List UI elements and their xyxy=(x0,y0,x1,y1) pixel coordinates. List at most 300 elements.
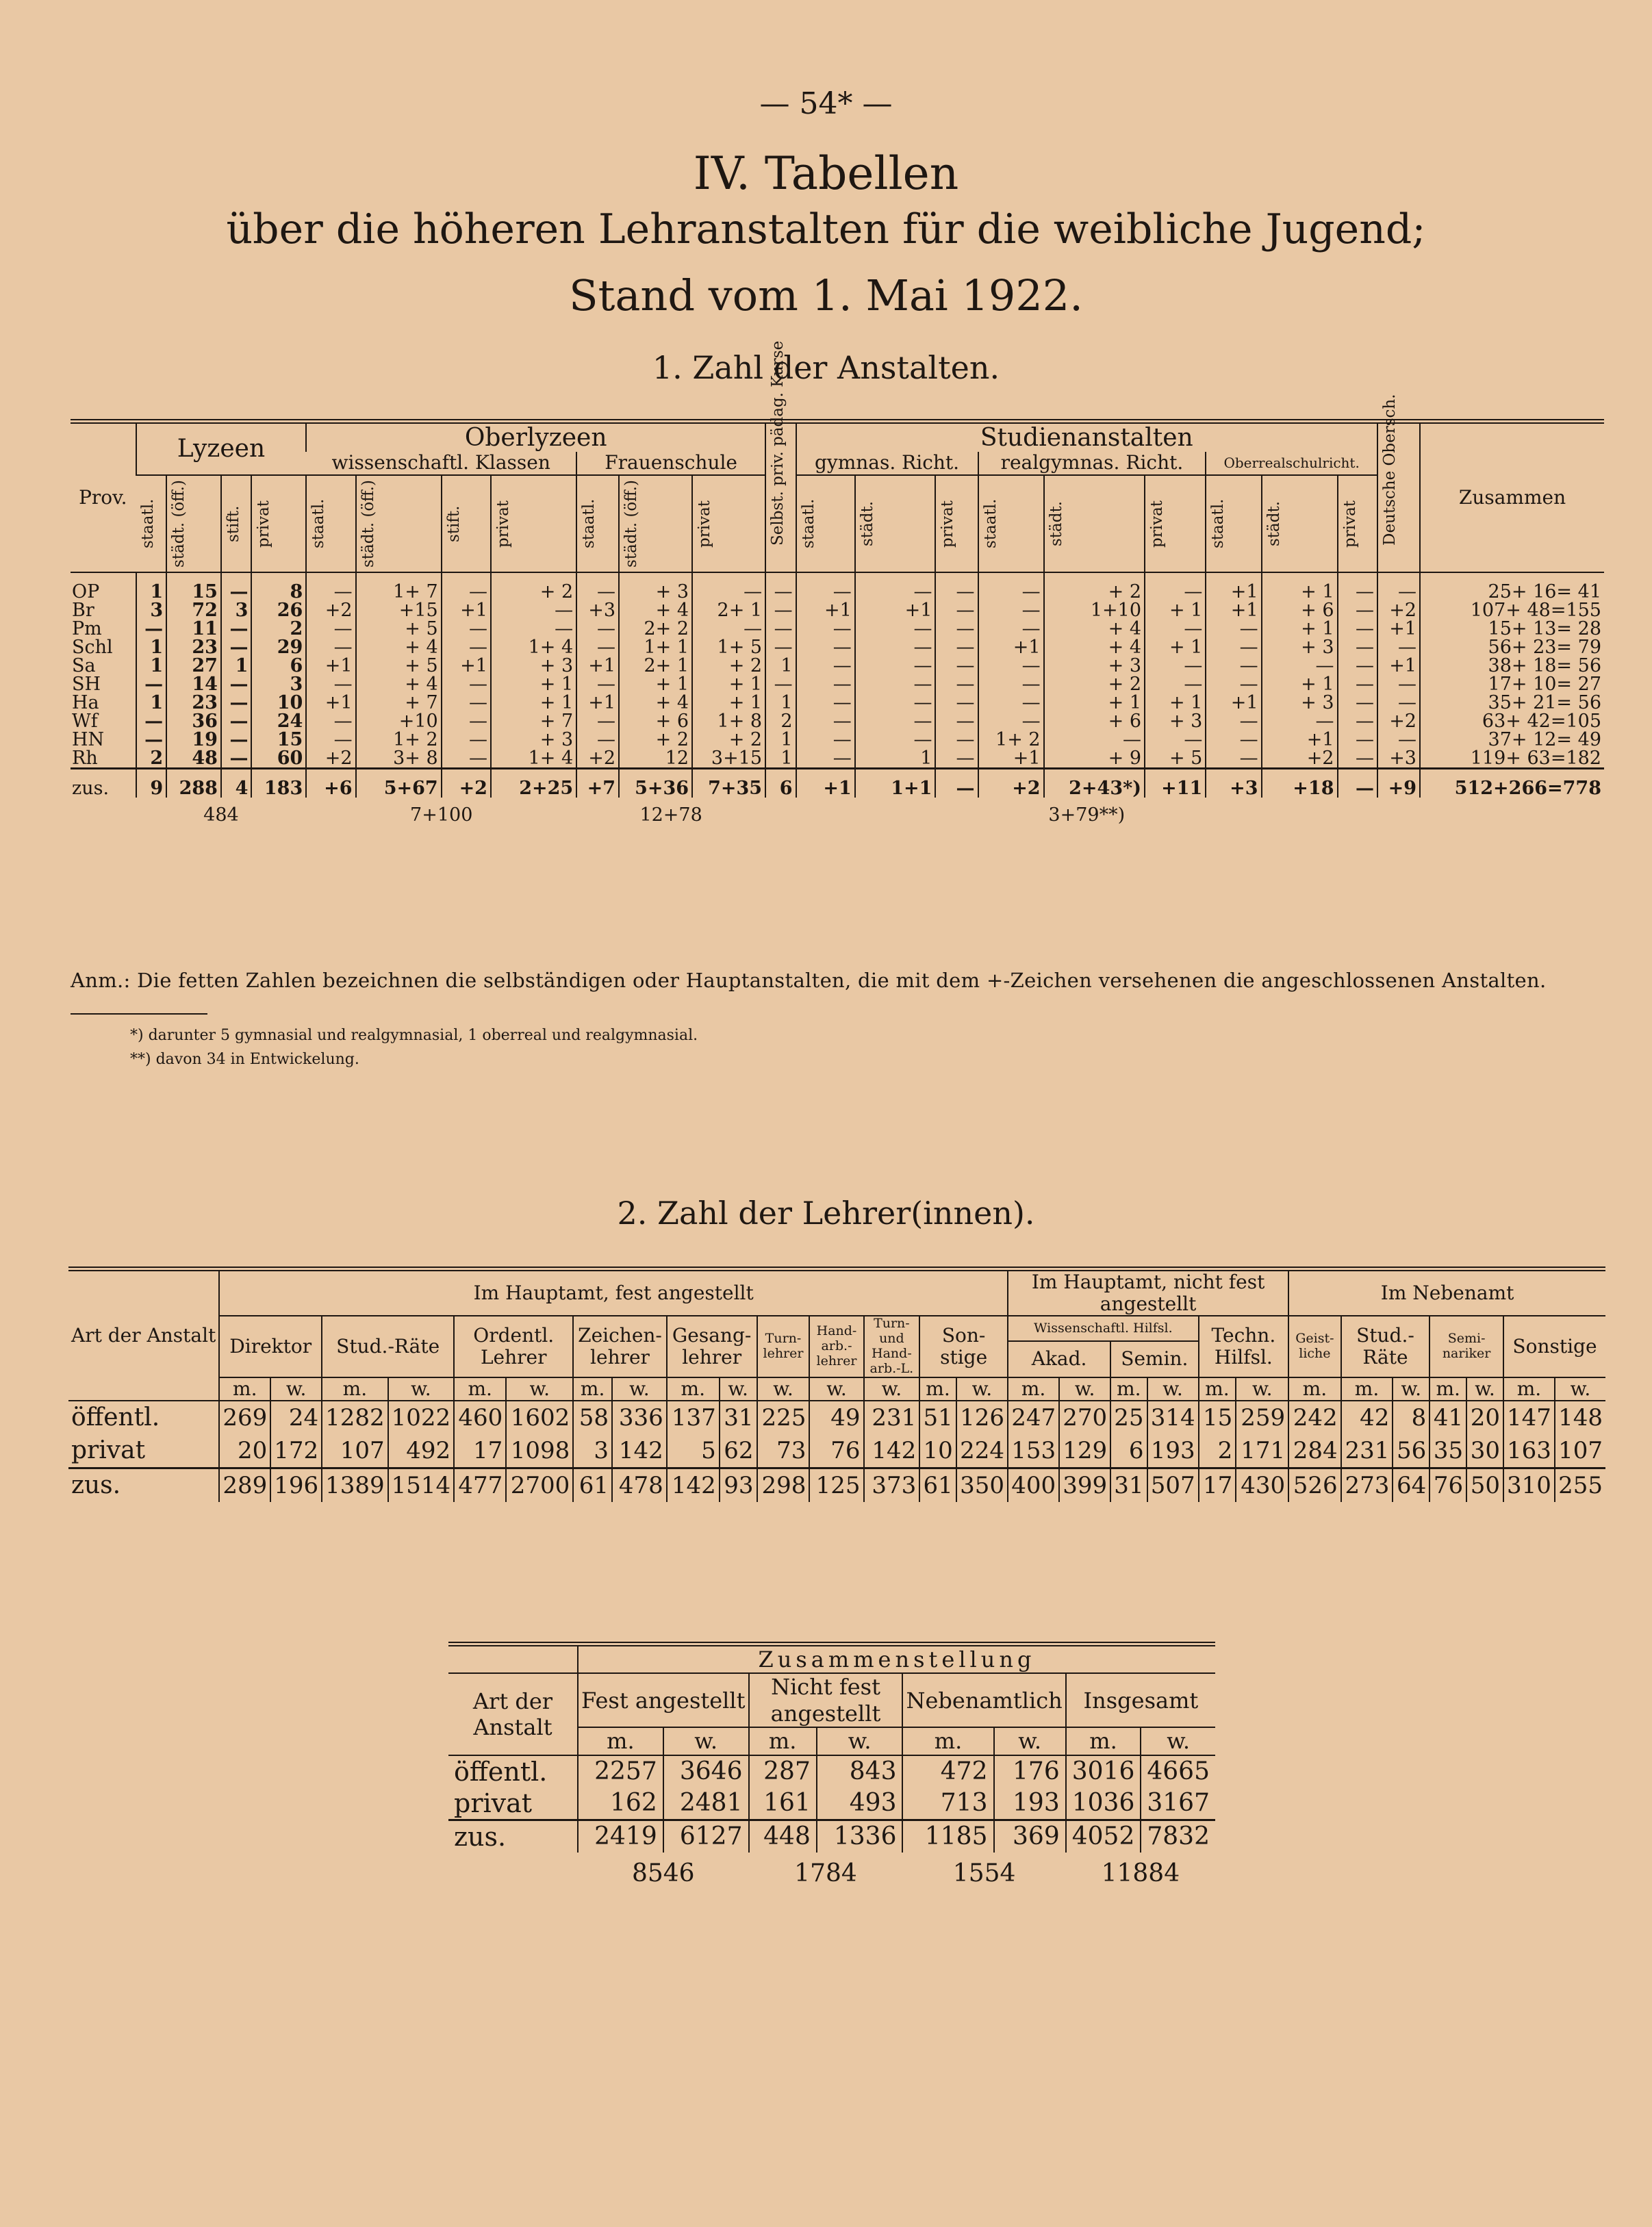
data-cell: 31 xyxy=(720,1401,757,1434)
male-header: m. xyxy=(1199,1377,1236,1401)
data-cell: + 1 xyxy=(692,693,765,712)
data-cell: 36 xyxy=(166,712,221,730)
data-cell: 3646 xyxy=(663,1755,749,1787)
sum-cell: 1514 xyxy=(388,1468,455,1502)
col-privat: privat xyxy=(696,500,714,548)
female-header: w. xyxy=(757,1377,810,1401)
data-cell: 3 xyxy=(136,601,167,620)
female-header: w. xyxy=(994,1727,1066,1755)
data-cell: — xyxy=(935,730,978,749)
sum-cell: 399 xyxy=(1059,1468,1110,1502)
data-cell: + 2 xyxy=(1044,572,1145,601)
sum-cell: 4 xyxy=(221,768,252,798)
studraete-header: Stud.-Räte xyxy=(322,1316,454,1377)
data-cell: 8 xyxy=(1393,1401,1429,1434)
data-cell: 19 xyxy=(166,730,221,749)
table-row xyxy=(71,675,1604,693)
sum-cell: 512+266=778 xyxy=(1420,768,1604,798)
teachers-table xyxy=(68,1267,1605,1502)
data-cell: 1+ 4 xyxy=(491,749,576,769)
table-row xyxy=(71,572,1604,601)
sum-cell: 2700 xyxy=(506,1468,573,1502)
sum-cell: 2419 xyxy=(578,1820,663,1853)
data-cell: 1602 xyxy=(506,1401,573,1434)
data-cell: — xyxy=(1338,693,1377,712)
male-header: m. xyxy=(1066,1727,1141,1755)
data-cell: + 4 xyxy=(619,693,692,712)
sum-cell: 350 xyxy=(956,1468,1008,1502)
table-row xyxy=(68,1434,1605,1468)
data-cell: 20 xyxy=(219,1434,270,1468)
data-cell: — xyxy=(221,638,252,657)
data-cell: + 6 xyxy=(619,712,692,730)
female-header: w. xyxy=(1059,1377,1110,1401)
data-cell: — xyxy=(855,572,936,601)
data-cell: + 1 xyxy=(1262,572,1338,601)
realgymn-richt-header: realgymnas. Richt. xyxy=(978,452,1206,474)
data-cell: — xyxy=(306,638,355,657)
sum-cell: +2 xyxy=(442,768,491,798)
data-cell: 843 xyxy=(817,1755,903,1787)
teachers-table-body xyxy=(68,1401,1605,1502)
data-cell: 3+15 xyxy=(692,749,765,769)
sum-cell: 6 xyxy=(765,768,796,798)
data-cell: — xyxy=(306,712,355,730)
data-cell: — xyxy=(1145,657,1206,675)
col-staatl: staatl. xyxy=(138,498,157,548)
sum-cell: 369 xyxy=(994,1820,1066,1853)
data-cell: 1+10 xyxy=(1044,601,1145,620)
female-header: w. xyxy=(956,1377,1008,1401)
data-cell: 142 xyxy=(864,1434,920,1468)
data-cell: 2+ 1 xyxy=(692,601,765,620)
lyzeen-header: Lyzeen xyxy=(136,422,307,475)
art-header: Art der Anstalt xyxy=(68,1269,219,1401)
table-row xyxy=(68,1401,1605,1434)
data-cell: — xyxy=(935,572,978,601)
data-cell: — xyxy=(978,620,1044,638)
sum-cell: 7+35 xyxy=(692,768,765,798)
art-header: Art der Anstalt xyxy=(448,1673,578,1755)
data-cell: 35 xyxy=(1429,1434,1466,1468)
sum-cell: +2 xyxy=(978,768,1044,798)
prov-cell: Rh xyxy=(72,747,98,769)
data-cell: 56 xyxy=(1393,1434,1429,1468)
data-cell: 107 xyxy=(322,1434,388,1468)
sum-row xyxy=(71,768,1604,798)
col-staatl: staatl. xyxy=(981,498,1000,548)
sum-cell: 183 xyxy=(251,768,306,798)
sum-label: zus. xyxy=(448,1820,578,1853)
sum-cell: 255 xyxy=(1555,1468,1605,1502)
data-cell: — xyxy=(796,572,855,601)
data-cell: 231 xyxy=(864,1401,920,1434)
wiss-total: 7+100 xyxy=(410,804,473,826)
table-row xyxy=(71,749,1604,769)
row-label: öffentl. xyxy=(454,1756,548,1787)
sum-cell: +18 xyxy=(1262,768,1338,798)
data-cell: 8 xyxy=(251,572,306,601)
col-staatl: staatl. xyxy=(799,498,817,548)
sum-cell: 7832 xyxy=(1141,1820,1215,1853)
data-cell: — xyxy=(935,620,978,638)
data-cell: — xyxy=(1338,730,1377,749)
spacer-cell xyxy=(448,1853,578,1889)
sum-cell: 93 xyxy=(720,1468,757,1502)
data-cell: — xyxy=(221,730,252,749)
data-cell: 231 xyxy=(1341,1434,1393,1468)
data-cell: 2257 xyxy=(578,1755,663,1787)
male-header: m. xyxy=(573,1377,612,1401)
sum-cell: 4052 xyxy=(1066,1820,1141,1853)
data-cell: 472 xyxy=(902,1755,993,1787)
data-cell: 56+ 23= 79 xyxy=(1420,638,1604,657)
sum-cell: +1 xyxy=(796,768,855,798)
data-cell: — xyxy=(306,730,355,749)
sum-cell: — xyxy=(935,768,978,798)
data-cell: 107+ 48=155 xyxy=(1420,601,1604,620)
data-cell: — xyxy=(491,620,576,638)
sum-cell: 6127 xyxy=(663,1820,749,1853)
sum-cell: +9 xyxy=(1377,768,1420,798)
data-cell: + 3 xyxy=(1262,693,1338,712)
data-cell: 1+ 4 xyxy=(491,638,576,657)
sum-cell: 9 xyxy=(136,768,167,798)
sum-cell: 17 xyxy=(1199,1468,1236,1502)
data-cell: — xyxy=(221,693,252,712)
data-cell: 270 xyxy=(1059,1401,1110,1434)
table-row xyxy=(448,1787,1215,1820)
row-label: privat xyxy=(454,1787,533,1818)
data-cell: 1 xyxy=(765,657,796,675)
table-row xyxy=(71,730,1604,749)
sum-cell: 1336 xyxy=(817,1820,903,1853)
sum-cell: 142 xyxy=(667,1468,720,1502)
sum-cell: — xyxy=(1338,768,1377,798)
data-cell: + 4 xyxy=(1044,638,1145,657)
data-cell: + 7 xyxy=(356,693,442,712)
data-cell: +1 xyxy=(442,601,491,620)
sum-cell: 50 xyxy=(1466,1468,1503,1502)
data-cell: — xyxy=(221,675,252,693)
prov-cell: SH xyxy=(72,673,101,695)
nebenamtlich-header: Nebenamtlich xyxy=(902,1673,1065,1727)
data-cell: — xyxy=(1377,675,1420,693)
data-cell: — xyxy=(796,749,855,769)
sum-cell: 310 xyxy=(1503,1468,1555,1502)
data-cell: — xyxy=(1338,675,1377,693)
data-cell: 25+ 16= 41 xyxy=(1420,572,1604,601)
grand-total-cell: 1554 xyxy=(952,1859,1016,1887)
sum-cell: 196 xyxy=(270,1468,322,1502)
data-cell: — xyxy=(1338,638,1377,657)
deutsche-oberschule-header: Deutsche Obersch. xyxy=(1380,394,1399,546)
data-cell: 20 xyxy=(1466,1401,1503,1434)
data-cell: 23 xyxy=(166,638,221,657)
sum-cell: 298 xyxy=(757,1468,810,1502)
data-cell: 161 xyxy=(749,1787,817,1820)
data-cell: — xyxy=(442,749,491,769)
data-cell: — xyxy=(221,572,252,601)
studienanstalten-header: Studienanstalten xyxy=(796,422,1377,453)
data-cell: — xyxy=(442,730,491,749)
data-cell: — xyxy=(1338,601,1377,620)
data-cell: 193 xyxy=(1147,1434,1199,1468)
ordentl-lehrer-header: Ordentl. Lehrer xyxy=(454,1316,573,1377)
data-cell: + 7 xyxy=(491,712,576,730)
gymn-richt-header: gymnas. Richt. xyxy=(796,452,978,474)
data-cell: 15 xyxy=(251,730,306,749)
data-cell: 176 xyxy=(994,1755,1066,1787)
data-cell: +1 xyxy=(576,693,619,712)
data-cell: 1098 xyxy=(506,1434,573,1468)
female-header: w. xyxy=(1393,1377,1429,1401)
data-cell: + 1 xyxy=(1262,675,1338,693)
data-cell: — xyxy=(765,675,796,693)
data-cell: +2 xyxy=(1377,712,1420,730)
footnote-1: *) darunter 5 gymnasial und realgymnasial, 1 oberreal und realgymnasial. xyxy=(130,1027,698,1044)
data-cell: — xyxy=(796,675,855,693)
data-cell: 38+ 18= 56 xyxy=(1420,657,1604,675)
data-cell: — xyxy=(796,730,855,749)
male-header: m. xyxy=(1110,1377,1147,1401)
data-cell: 1 xyxy=(136,638,167,657)
female-header: w. xyxy=(864,1377,920,1401)
sum-cell: 1185 xyxy=(902,1820,993,1853)
data-cell: 10 xyxy=(251,693,306,712)
data-cell: + 3 xyxy=(491,730,576,749)
prov-cell: Br xyxy=(72,599,94,621)
col-staedt-oeff: städt. (öff.) xyxy=(170,479,188,568)
fest-header: Fest angestellt xyxy=(578,1673,749,1727)
sum-cell: 507 xyxy=(1147,1468,1199,1502)
seminariker-header: Semi-nariker xyxy=(1429,1316,1503,1377)
data-cell: — xyxy=(855,712,936,730)
institutions-table-body xyxy=(71,572,1604,837)
prov-cell: Ha xyxy=(72,691,99,713)
row-label: privat xyxy=(71,1436,146,1464)
female-header: w. xyxy=(720,1377,757,1401)
data-cell: 1+ 5 xyxy=(692,638,765,657)
sum-cell: 2+43*) xyxy=(1044,768,1145,798)
data-cell: + 2 xyxy=(692,730,765,749)
data-cell: 23 xyxy=(166,693,221,712)
sum-cell: 76 xyxy=(1429,1468,1466,1502)
data-cell: 1 xyxy=(136,693,167,712)
male-header: m. xyxy=(902,1727,993,1755)
data-cell: 12 xyxy=(619,749,692,769)
sum-cell: 478 xyxy=(612,1468,667,1502)
data-cell: + 1 xyxy=(1145,693,1206,712)
data-cell: — xyxy=(765,638,796,657)
sum-cell: 448 xyxy=(749,1820,817,1853)
data-cell: 63+ 42=105 xyxy=(1420,712,1604,730)
wiss-klassen-header: wissenschaftl. Klassen xyxy=(306,452,576,474)
data-cell: — xyxy=(221,620,252,638)
data-cell: — xyxy=(796,657,855,675)
data-cell: 60 xyxy=(251,749,306,769)
akad-header: Akad. xyxy=(1008,1341,1110,1377)
data-cell: 73 xyxy=(757,1434,810,1468)
data-cell: — xyxy=(576,620,619,638)
sum-cell: 400 xyxy=(1008,1468,1059,1502)
data-cell: — xyxy=(1338,657,1377,675)
zusammenstellung-header: Zusammenstellung xyxy=(578,1644,1215,1674)
data-cell: + 4 xyxy=(356,675,442,693)
data-cell: 2 xyxy=(136,749,167,769)
col-staedt-oeff: städt. (öff.) xyxy=(359,479,377,568)
data-cell: — xyxy=(1338,749,1377,769)
mw-header-row xyxy=(68,1377,1605,1401)
sum-label: zus. xyxy=(68,1468,219,1502)
data-cell: 3+ 8 xyxy=(356,749,442,769)
prov-cell: Wf xyxy=(72,710,98,732)
data-cell: — xyxy=(935,675,978,693)
data-cell: — xyxy=(221,749,252,769)
sum-cell: 526 xyxy=(1288,1468,1341,1502)
data-cell: — xyxy=(1338,620,1377,638)
data-cell: 1+ 8 xyxy=(692,712,765,730)
nebenamt-header: Im Nebenamt xyxy=(1288,1269,1605,1316)
title-line-3: Stand vom 1. Mai 1922. xyxy=(569,270,1083,320)
data-cell: 3167 xyxy=(1141,1787,1215,1820)
techn-hilfsl-header: Techn. Hilfsl. xyxy=(1199,1316,1289,1377)
sum-cell: 1+1 xyxy=(855,768,936,798)
female-header: w. xyxy=(388,1377,455,1401)
data-cell: +2 xyxy=(1377,601,1420,620)
data-cell: 247 xyxy=(1008,1401,1059,1434)
haupt-fest-header: Im Hauptamt, fest angestellt xyxy=(219,1269,1008,1316)
female-header: w. xyxy=(817,1727,903,1755)
data-cell: — xyxy=(576,712,619,730)
data-cell: 24 xyxy=(251,712,306,730)
data-cell: +1 xyxy=(306,657,355,675)
data-cell: — xyxy=(576,638,619,657)
data-cell: 3 xyxy=(573,1434,612,1468)
data-cell: + 3 xyxy=(1262,638,1338,657)
data-cell: — xyxy=(855,620,936,638)
data-cell: — xyxy=(1377,730,1420,749)
data-cell: — xyxy=(1145,675,1206,693)
data-cell: 2+ 1 xyxy=(619,657,692,675)
data-cell: — xyxy=(1377,638,1420,657)
sum-cell: 61 xyxy=(919,1468,956,1502)
prov-cell: HN xyxy=(72,728,105,750)
male-header: m. xyxy=(1429,1377,1466,1401)
data-cell: — xyxy=(978,572,1044,601)
table-row xyxy=(71,712,1604,730)
female-header: w. xyxy=(1147,1377,1199,1401)
data-cell: + 9 xyxy=(1044,749,1145,769)
sum-row xyxy=(448,1820,1215,1853)
data-cell: — xyxy=(1262,657,1338,675)
col-privat: privat xyxy=(939,500,957,548)
geistliche-header: Geist-liche xyxy=(1288,1316,1341,1377)
sum-cell: 31 xyxy=(1110,1468,1147,1502)
data-cell: 1+ 1 xyxy=(619,638,692,657)
turnlehrer-header: Turn-lehrer xyxy=(757,1316,810,1377)
data-cell: 2 xyxy=(765,712,796,730)
data-cell: + 1 xyxy=(1262,620,1338,638)
data-cell: 129 xyxy=(1059,1434,1110,1468)
title-line-2: über die höheren Lehranstalten für die weibliche Jugend; xyxy=(226,205,1426,253)
data-cell: 1022 xyxy=(388,1401,455,1434)
male-header: m. xyxy=(219,1377,270,1401)
male-header: m. xyxy=(667,1377,720,1401)
data-cell: — xyxy=(692,572,765,601)
data-cell: +1 xyxy=(1377,620,1420,638)
data-cell: 3016 xyxy=(1066,1755,1141,1787)
data-cell: 1 xyxy=(136,572,167,601)
table-row xyxy=(71,601,1604,620)
data-cell: + 4 xyxy=(1044,620,1145,638)
data-cell: 148 xyxy=(1555,1401,1605,1434)
semin-header: Semin. xyxy=(1110,1341,1198,1377)
data-cell: + 3 xyxy=(619,572,692,601)
grand-total-cell: 8546 xyxy=(631,1859,695,1887)
data-cell: — xyxy=(442,675,491,693)
data-cell: 119+ 63=182 xyxy=(1420,749,1604,769)
data-cell: 1 xyxy=(765,749,796,769)
data-cell: — xyxy=(1206,638,1261,657)
data-cell: +1 xyxy=(1206,601,1261,620)
data-cell: 17+ 10= 27 xyxy=(1420,675,1604,693)
data-cell: — xyxy=(935,712,978,730)
data-cell: — xyxy=(692,620,765,638)
data-cell: — xyxy=(1206,712,1261,730)
data-cell: 493 xyxy=(817,1787,903,1820)
sum-cell: 273 xyxy=(1341,1468,1393,1502)
data-cell: — xyxy=(765,620,796,638)
sum-cell: 5+36 xyxy=(619,768,692,798)
data-cell: 1 xyxy=(765,730,796,749)
title-line-1: IV. Tabellen xyxy=(693,147,959,200)
col-staedt-oeff: städt. (öff.) xyxy=(622,479,641,568)
oberreal-richt-header: Oberrealschulricht. xyxy=(1206,452,1377,474)
data-cell: 137 xyxy=(667,1401,720,1434)
data-cell: 2481 xyxy=(663,1787,749,1820)
data-cell: 41 xyxy=(1429,1401,1466,1434)
spacer-cell xyxy=(1377,798,1604,837)
data-cell: — xyxy=(1206,675,1261,693)
data-cell: 10 xyxy=(919,1434,956,1468)
data-cell: +1 xyxy=(1206,572,1261,601)
data-cell: — xyxy=(1377,572,1420,601)
data-cell: 26 xyxy=(251,601,306,620)
data-cell: — xyxy=(1145,572,1206,601)
data-cell: + 1 xyxy=(1145,601,1206,620)
col-privat: privat xyxy=(1340,500,1359,548)
insgesamt-header: Insgesamt xyxy=(1066,1673,1215,1727)
footnote-2: **) davon 34 in Entwickelung. xyxy=(130,1051,359,1068)
data-cell: + 1 xyxy=(491,675,576,693)
data-cell: +1 xyxy=(576,657,619,675)
data-cell: 224 xyxy=(956,1434,1008,1468)
sum-cell: 288 xyxy=(166,768,221,798)
data-cell: 1 xyxy=(136,657,167,675)
female-header: w. xyxy=(1555,1377,1605,1401)
data-cell: — xyxy=(136,620,167,638)
data-cell: — xyxy=(576,572,619,601)
data-cell: + 5 xyxy=(1145,749,1206,769)
data-cell: 225 xyxy=(757,1401,810,1434)
data-cell: +3 xyxy=(576,601,619,620)
data-cell: — xyxy=(978,712,1044,730)
data-cell: 2 xyxy=(1199,1434,1236,1468)
lyzeen-total: 484 xyxy=(203,804,239,826)
grand-total-cell: 11884 xyxy=(1101,1859,1180,1887)
data-cell: + 2 xyxy=(692,657,765,675)
